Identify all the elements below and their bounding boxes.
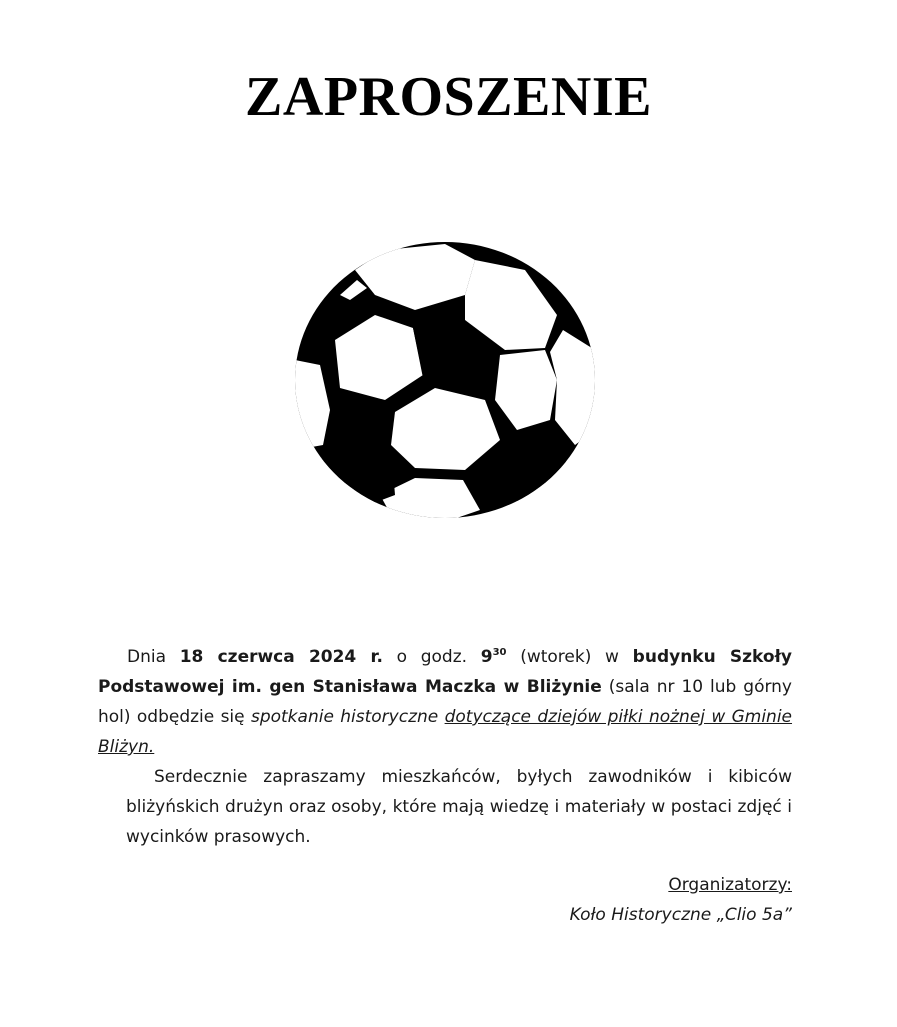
event-hour (481, 647, 507, 667)
signature (570, 870, 792, 930)
text-segment: o godz. (382, 647, 481, 667)
event-date: 18 czerwca 2024 r. (179, 647, 383, 667)
invitation-note: Serdecznie zapraszamy mieszkańców, byłych zawodników i kibiców bliżyńskich drużyn oraz osoby, które mają wiedzę i materiały w postaci zdjęć i wycinków prasowych. (126, 767, 792, 847)
signature-label: Organizatorzy: (668, 875, 792, 895)
soccer-ball-icon (295, 240, 595, 520)
page-title: ZAPROSZENIE (245, 66, 652, 128)
text-segment: Dnia (127, 647, 180, 667)
text-segment: (sala nr 10 lub górny hol) odbędzie się (98, 677, 792, 727)
invitation-body (98, 642, 792, 852)
event-place: budynku Szkoły Podstawowej im. gen Stanisława Maczka w Bliżynie (98, 647, 792, 697)
text-segment: (wtorek) w (506, 647, 633, 667)
event-hour-value: 9 (480, 647, 493, 667)
event-minutes: 30 (492, 647, 507, 658)
signature-name: Koło Historyczne „Clio 5a” (569, 905, 792, 925)
event-topic: dotyczące dziejów piłki nożnej w Gminie Bliżyn. (98, 707, 793, 757)
event-type: spotkanie historyczne (250, 707, 439, 727)
invitation-paragraph (98, 642, 792, 762)
